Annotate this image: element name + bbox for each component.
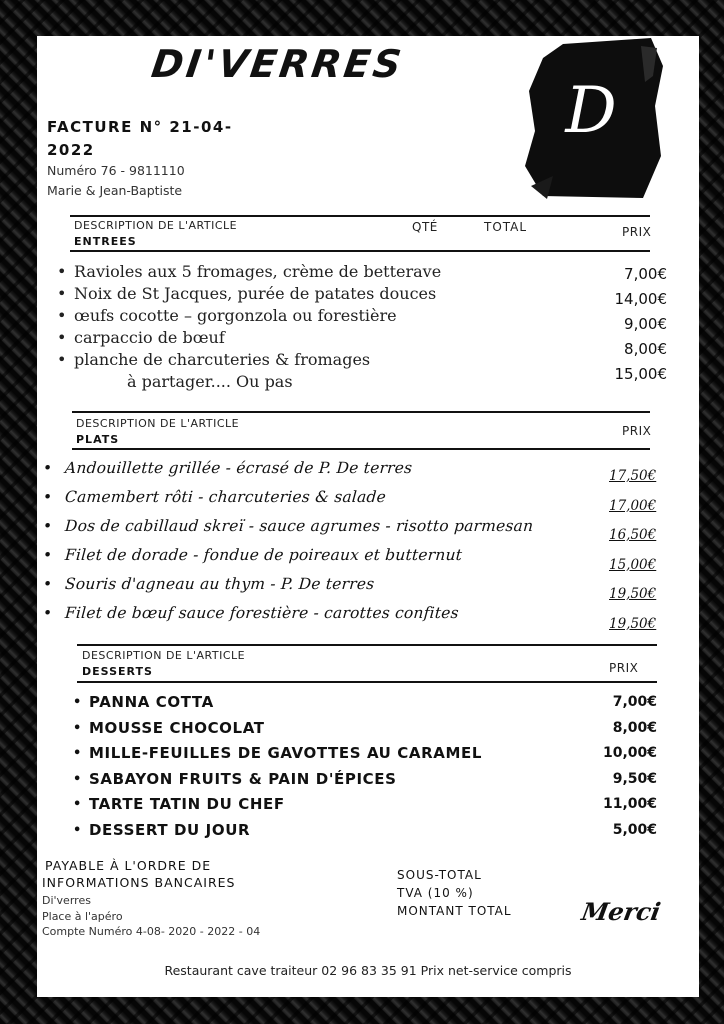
phone-number: Numéro 76 - 9811110 [47,163,185,178]
payee-place: Place à l'apéro [42,909,123,923]
column-description: DESCRIPTION DE L'ARTICLE [74,219,238,232]
price: 5,00€ [612,821,657,838]
invoice-number: FACTURE N° 21-04-2022 [47,118,233,159]
list-item: • Camembert rôti - charcuteries & salade [42,483,584,512]
price: 8,00€ [612,719,657,736]
column-description: DESCRIPTION DE L'ARTICLE [76,417,240,430]
list-item: • SABAYON FRUITS & PAIN D'ÉPICES [73,767,533,793]
logo-letter: D [565,74,617,148]
price: 7,00€ [612,694,657,710]
entrees-prices [587,262,667,387]
entrees-list [57,261,477,393]
price: 15,00€ [614,365,667,383]
list-item-note: à partager.... Ou pas [127,372,293,391]
desserts-prices [577,690,657,843]
column-price: PRIX [609,661,639,675]
plats-prices [609,462,679,639]
divider [72,411,650,413]
column-total: TOTAL [484,220,528,234]
client-name: Marie & Jean-Baptiste [47,183,183,198]
list-item: • MOUSSE CHOCOLAT [73,716,533,742]
list-item: • PANNA COTTA [73,690,533,716]
divider [77,681,657,683]
list-item: • planche de charcuteries & fromages [57,349,477,371]
footer-text: Restaurant cave traiteur 02 96 83 35 91 Prix net-service compris [164,963,572,978]
price: 17,50€ [609,468,657,484]
thanks-signature: Merci [579,897,663,926]
list-item: • Dos de cabillaud skreï - sauce agrumes - risotto parmesan [42,512,584,541]
list-item: • Filet de bœuf sauce forestière - carottes confites [42,599,584,628]
column-price: PRIX [622,225,652,239]
price: 14,00€ [614,290,667,308]
section-desserts-title: DESSERTS [82,665,153,678]
payee-name: Di'verres [42,894,91,907]
payment-details [42,893,262,940]
list-item: • carpaccio de bœuf [57,327,477,349]
price: 7,00€ [624,265,667,283]
price: 15,00€ [609,556,657,573]
list-item: • Andouillette grillée - écrasé de P. De terres [42,454,584,483]
column-qty: QTÉ [412,220,438,234]
list-item: • Filet de dorade - fondue de poireaux et butternut [42,541,584,570]
brand-logo [523,36,667,201]
divider [72,448,650,450]
tax-label: TVA (10 %) [397,886,474,900]
price: 9,50€ [612,770,657,787]
list-item: • DESSERT DU JOUR [73,818,533,844]
account-number: Compte Numéro 4-08- 2020 - 2022 - 04 [42,925,261,938]
payable-label: PAYABLE À L'ORDRE DE [45,858,212,873]
plats-list [43,454,583,628]
divider [70,215,650,217]
list-item: • MILLE-FEUILLES DE GAVOTTES AU CARAMEL [73,741,533,767]
price: 8,00€ [624,340,667,358]
desserts-list [73,690,533,843]
brand-title: DI'VERRES [148,42,407,86]
price: 19,50€ [609,615,657,632]
totals-block [397,866,597,920]
price: 17,00€ [609,497,657,514]
section-plats-title: PLATS [76,433,120,446]
bank-info-label: INFORMATIONS BANCAIRES [42,875,236,890]
list-item: • œufs cocotte – gorgonzola ou forestière [57,305,477,327]
divider [70,250,650,252]
price: 11,00€ [602,796,657,812]
price: 16,50€ [609,527,657,543]
price: 9,00€ [624,315,667,333]
list-item: • Ravioles aux 5 fromages, crème de betterave [57,261,477,283]
subtotal-label: SOUS-TOTAL [397,868,482,882]
price: 10,00€ [602,745,657,761]
invoice-sheet [37,36,699,997]
price: 19,50€ [609,586,657,602]
divider [77,644,657,646]
list-item: • TARTE TATIN DU CHEF [73,792,533,818]
section-entrees-title: ENTREES [74,235,137,248]
list-item: • Noix de St Jacques, purée de patates douces [57,283,477,305]
column-price: PRIX [622,424,652,438]
payment-info [42,857,285,891]
column-description: DESCRIPTION DE L'ARTICLE [82,649,246,662]
total-label: MONTANT TOTAL [397,904,512,918]
list-item: • Souris d'agneau au thym - P. De terres [42,570,584,599]
